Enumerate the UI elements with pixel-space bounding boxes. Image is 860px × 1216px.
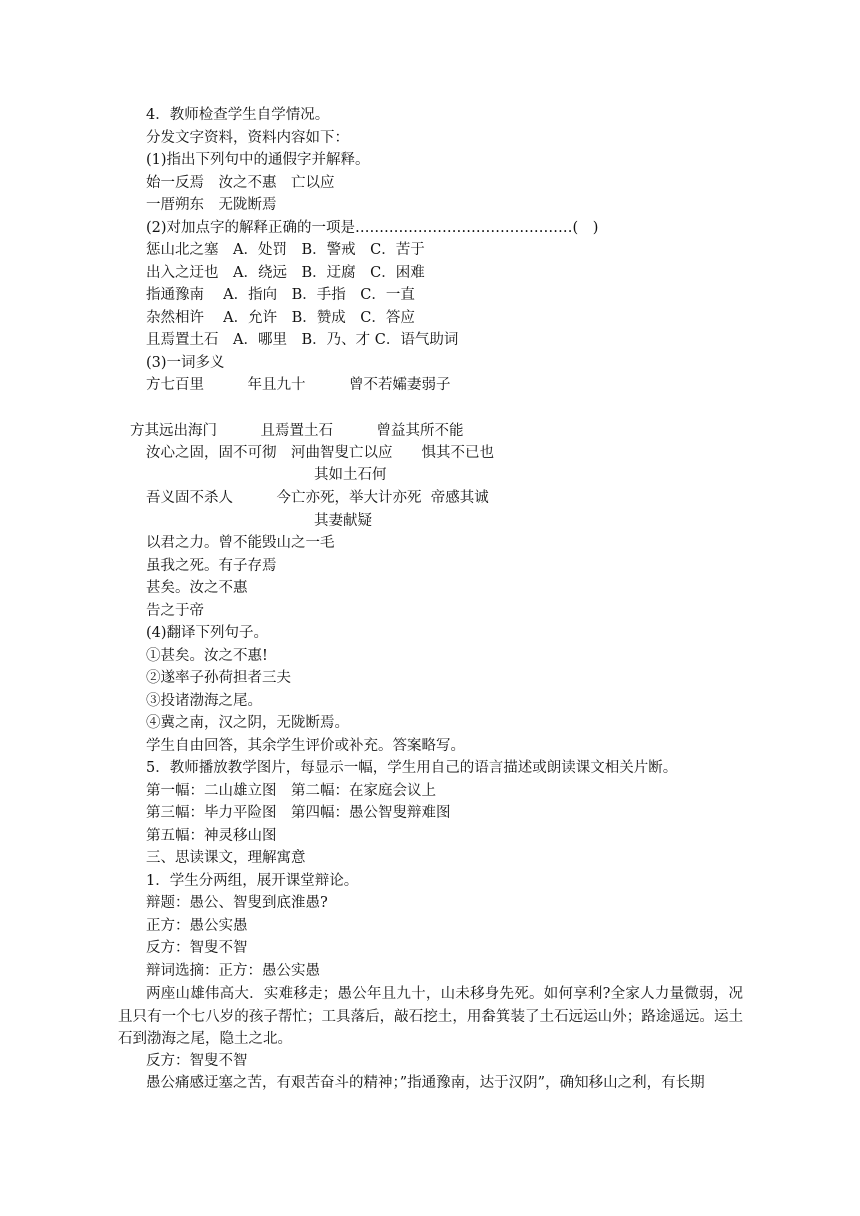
- text-line: 正方：愚公实愚: [146, 918, 248, 934]
- step-4-heading: 4．教师检查学生自学情况。: [146, 107, 330, 123]
- choice-line: 出入之迂也 A．绕远 B．迂腐 C．困难: [146, 265, 425, 281]
- text-line: 学生自由回答，其余学生评价或补充。答案略写。: [146, 738, 465, 754]
- question-1-heading: (1)指出下列句中的通假字并解释。: [146, 152, 370, 168]
- text-line: 辩题：愚公、智叟到底淮愚?: [146, 895, 328, 911]
- text-line: 第三幅：毕力平险图 第四幅：愚公智叟辩难图: [146, 805, 451, 821]
- text-line: 以君之力。曾不能毁山之一毛: [146, 535, 335, 551]
- text-line: 反方：智叟不智: [146, 1053, 248, 1069]
- text-line: 甚矣。汝之不惠: [146, 580, 248, 596]
- question-4-heading: (4)翻译下列句子。: [146, 625, 269, 641]
- choice-line: 且焉置土石 A．哪里 B．乃、才 C．语气助词: [146, 332, 459, 348]
- choice-line: 指通豫南 A．指向 B．手指 C．一直: [146, 287, 415, 303]
- text-line: ③投诸渤海之尾。: [146, 693, 262, 709]
- text-line: 其妻献疑: [314, 513, 372, 529]
- text-line: 方其远出海门 且焉置土石 曾益其所不能: [130, 423, 464, 439]
- text-line: 第一幅：二山雄立图 第二幅：在家庭会议上: [146, 783, 436, 799]
- text-line: 告之于帝: [146, 603, 204, 619]
- question-2-heading: (2)对加点字的解释正确的一项是………………………………………( ): [146, 220, 599, 236]
- text-line: 汝心之固，固不可彻 河曲智叟亡以应 惧其不已也: [146, 445, 494, 461]
- choice-line: 惩山北之塞 A．处罚 B．警戒 C．苦于: [146, 242, 425, 258]
- step-5-heading: 5．教师播放教学图片，每显示一幅，学生用自己的语言描述或朗读课文相关片断。: [146, 760, 678, 776]
- text-line: 方七百里 年且九十 曾不若孀妻弱子: [146, 377, 451, 393]
- choice-line: 杂然相许 A．允许 B．赞成 C．答应: [146, 310, 415, 326]
- section-3-heading: 三、思读课文，理解寓意: [146, 850, 306, 866]
- text-line: 第五幅：神灵移山图: [146, 828, 277, 844]
- text-line: 虽我之死。有子存焉: [146, 558, 277, 574]
- argument-paragraph: 两座山雄伟高大．实难移走；愚公年且九十，山未移身先死。如何享利?全家人力量微弱，况且只有一个七八岁的孩子帮忙；工具落后，敲石挖土，用畚箕装了土石远运山外；路途遥远。运土石到渤海之尾，隐土之北。: [118, 986, 743, 1047]
- text-line: 其如土石何: [314, 467, 387, 483]
- text-line: ②遂率子孙荷担者三夫: [146, 670, 291, 686]
- text-line: 反方：智叟不智: [146, 940, 248, 956]
- text-line: 一厝朔东 无陇断焉: [146, 197, 277, 213]
- text-line: 辩词选摘：正方：愚公实愚: [146, 963, 320, 979]
- text-line: 吾义固不杀人 今亡亦死，举大计亦死 帝感其诚: [146, 490, 489, 506]
- text-line: ①甚矣。汝之不惠!: [146, 648, 268, 664]
- text-line: 愚公痛感迂塞之苦，有艰苦奋斗的精神；”指通豫南，达于汉阴”，确知移山之利，有长期: [146, 1075, 705, 1091]
- text-line: 始一反焉 汝之不惠 亡以应: [146, 175, 335, 191]
- text-line: 分发文字资料，资料内容如下：: [146, 130, 349, 146]
- text-line: ④冀之南，汉之阴，无陇断焉。: [146, 715, 349, 731]
- question-3-heading: (3)一词多义: [146, 355, 225, 371]
- text-line: 1．学生分两组，展开课堂辩论。: [146, 873, 359, 889]
